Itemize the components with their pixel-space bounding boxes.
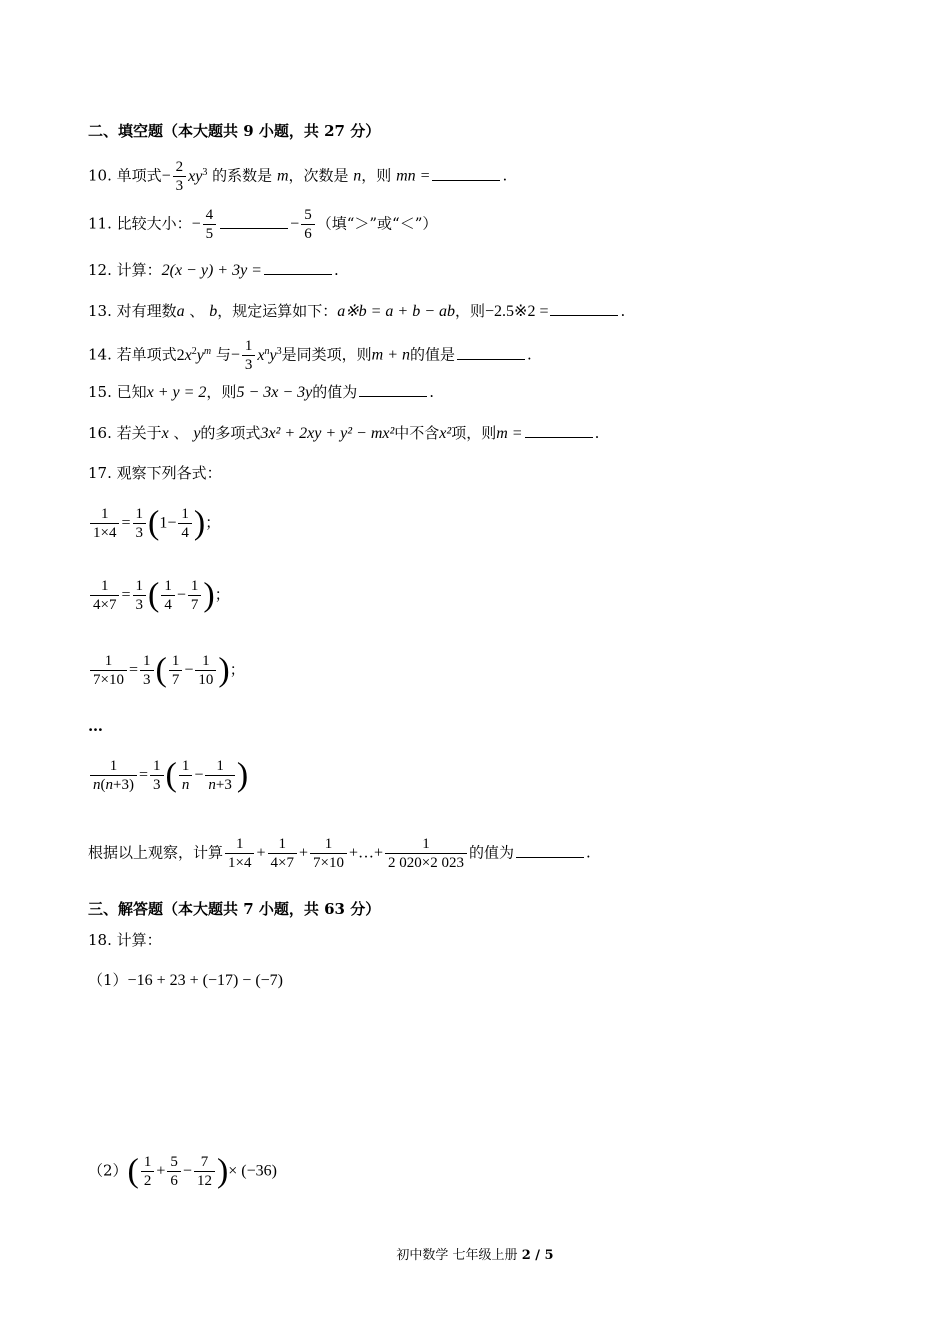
q11-answer-blank[interactable] (220, 214, 288, 229)
q16-answer-blank[interactable] (525, 423, 593, 438)
q14-prefix: 14. 若单项式 (88, 345, 177, 364)
question-16 (88, 423, 599, 444)
q13-var-a: a (176, 303, 185, 320)
q16-var-y: y (193, 425, 201, 442)
q13-text: ，规定运算如下： (217, 302, 338, 320)
page-footer (0, 1244, 950, 1263)
q16-sep: 、 (173, 424, 189, 442)
question-12 (88, 260, 339, 281)
q13-rule: a※b = a + b − ab (337, 303, 456, 320)
q13-text-2: ，则 (455, 302, 486, 320)
q14-expr: m + n (371, 346, 410, 364)
q13-sep: 、 (189, 302, 205, 320)
q11-prefix: 11. 比较大小： (88, 214, 192, 233)
question-10: 10. 单项式− $\frac{2}{3}$ $xy^3$ 的系数是 m，次数是 n，则 mn = . (88, 159, 508, 194)
q11-hint: （填“＞”或“＜”） (316, 214, 438, 233)
q12-prefix: 12. 计算： (88, 261, 162, 279)
question-15 (88, 382, 434, 403)
q13-prefix: 13. 对有理数 (88, 302, 177, 320)
q14-end: . (527, 345, 532, 364)
q16-text: 的多项式 (200, 424, 261, 442)
page-number: 2 / 5 (521, 1248, 554, 1263)
section-2-heading: 二、填空题（本大题共 9 小题，共 27 分） (88, 122, 381, 140)
q17-conclusion: 根据以上观察，计算 $\frac{1}{1\times 4}$ + $\frac{1}{4\times 7}$ + $\frac{1}{7\times 10}$ +…+ $\frac{1}{2 020\times 2 023}$ 的值为 . (88, 836, 591, 871)
q15-text: ，则 (206, 383, 237, 401)
q12-end: . (333, 261, 339, 279)
q18-part-2-label: （2） (88, 1161, 128, 1180)
q10-expr: mn = (396, 167, 431, 185)
q13-answer-blank[interactable] (550, 301, 618, 316)
q17-formula-general: $\frac{1}{n(n+3)}$ = $\frac{1}{3}$ ( $\frac{1}{n}$ − $\frac{1}{n+3}$ ) (88, 757, 248, 794)
q15-expr: 5 − 3x − 3y (236, 384, 313, 401)
q10-prefix: 10. 单项式 (88, 166, 162, 185)
question-14: 14. 若单项式$2x^2y^m$ 与− $\frac{1}{3}$ $x^ny^3$是同类项，则m + n的值是 . (88, 338, 532, 373)
q10-text-3: ，则 (361, 166, 392, 185)
q10-text-2: ，次数是 (288, 166, 349, 185)
q13-end: . (620, 302, 626, 320)
q17-answer-blank[interactable] (516, 843, 584, 858)
q15-prefix: 15. 已知 (88, 383, 147, 401)
q18-part-1-label: （1） (88, 971, 128, 989)
q16-prefix: 16. 若关于 (88, 424, 162, 442)
q15-answer-blank[interactable] (359, 382, 427, 397)
question-13 (88, 301, 625, 322)
q17-formula-3: $\frac{1}{7\times 10}$ = $\frac{1}{3}$ ( $\frac{1}{7}$ − $\frac{1}{10}$ )； (88, 652, 245, 689)
q14-text-3: 的值是 (410, 345, 456, 364)
q10-end: . (502, 166, 508, 185)
q17-formula-2: $\frac{1}{4\times 7}$ = $\frac{1}{3}$ ( $\frac{1}{4}$ − $\frac{1}{7}$ )； (88, 577, 230, 614)
q16-term: x² (439, 425, 452, 442)
question-18-title: 18. 计算： (88, 931, 162, 949)
q10-var-n: n (353, 167, 362, 185)
q17-end: . (586, 843, 591, 862)
q16-end: . (594, 424, 600, 442)
q16-text-3: 项，则 (451, 424, 497, 442)
q17-formula-1: $\frac{1}{1\times 4}$ = $\frac{1}{3}$ (1− $\frac{1}{4}$ )； (88, 505, 220, 542)
footer-text: 初中数学 七年级上册 (396, 1248, 518, 1263)
q10-var-m: m (276, 167, 289, 185)
q13-expr: −2.5※2 = (485, 303, 549, 320)
q16-text-2: 中不含 (394, 424, 440, 442)
q13-var-b: b (209, 303, 218, 320)
question-17-title: 17. 观察下列各式： (88, 464, 222, 482)
q14-text: 与 (215, 345, 231, 364)
q10-text: 的系数是 (212, 166, 273, 185)
q16-var-x: x (161, 425, 169, 442)
q12-answer-blank[interactable] (264, 260, 332, 275)
q15-condition: x + y = 2 (146, 384, 207, 401)
q10-answer-blank[interactable] (432, 166, 500, 181)
q14-text-2: 是同类项，则 (281, 345, 372, 364)
q15-end: . (429, 383, 435, 401)
q18-part-2: （2）( $\frac{1}{2}$ + $\frac{5}{6}$ − $\frac{7}{12}$ )× (−36) (88, 1152, 277, 1190)
q16-polynomial: 3x² + 2xy + y² − mx² (260, 425, 395, 442)
question-11: 11. 比较大小：− $\frac{4}{5}$ − $\frac{5}{6}$ （填“＞”或“＜”） (88, 207, 438, 242)
q16-expr: m = (496, 425, 523, 442)
q12-expr: 2(x − y) + 3y = (161, 262, 262, 279)
q17-conclusion-prefix: 根据以上观察，计算 (88, 843, 224, 862)
q18-part-1 (88, 970, 283, 991)
q18-part-2-tail: × (−36) (228, 1162, 277, 1180)
q17-ellipsis: … (88, 717, 103, 735)
q14-answer-blank[interactable] (457, 345, 525, 360)
section-3-heading: 三、解答题（本大题共 7 小题，共 63 分） (88, 900, 381, 918)
q15-text-2: 的值为 (312, 383, 358, 401)
q18-part-1-expr: −16 + 23 + (−17) − (−7) (127, 972, 283, 989)
q17-conclusion-text: 的值为 (469, 843, 515, 862)
